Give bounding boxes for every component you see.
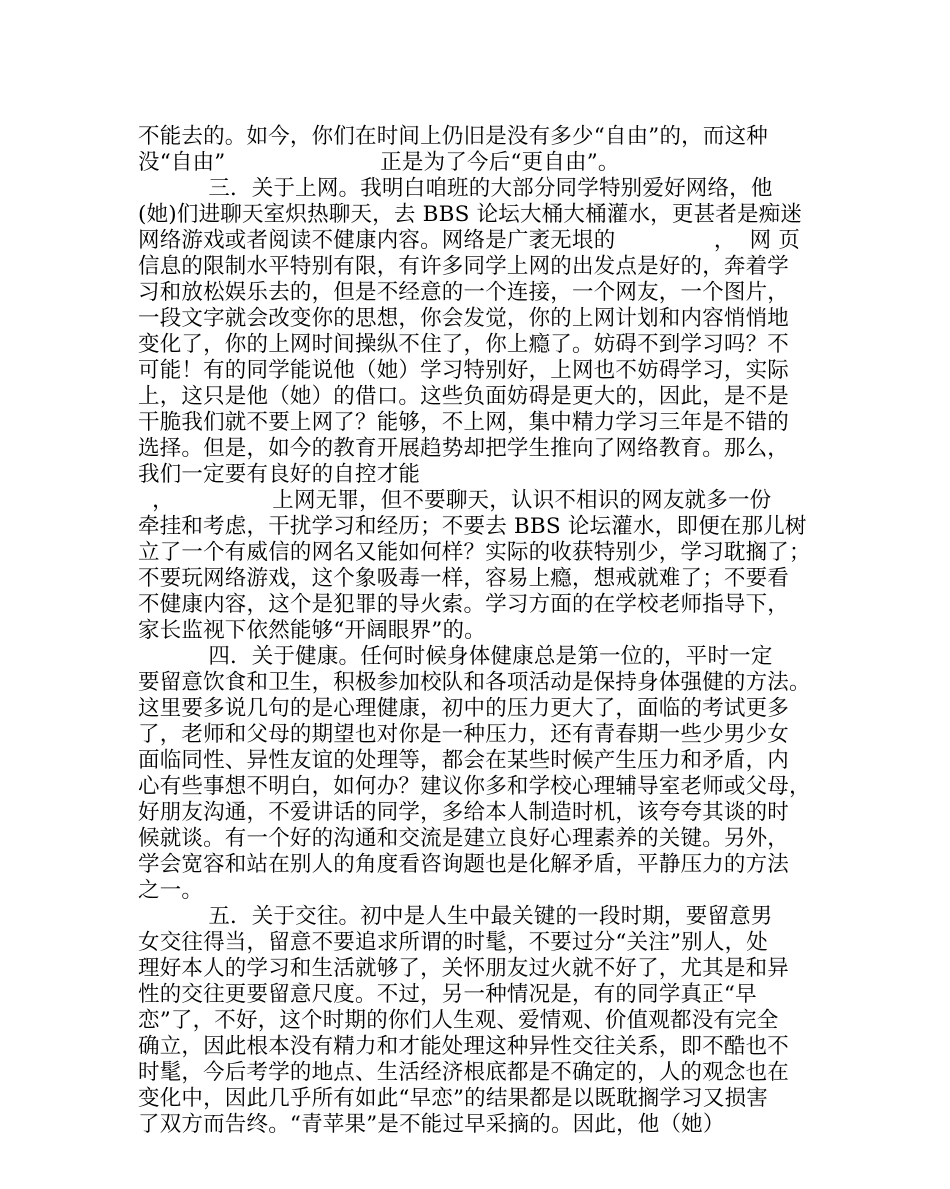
text-line: 好朋友沟通，不爱讲话的同学，多给本人制造时机，该夸夸其谈的时	[138, 800, 790, 825]
text-line: 时髦，今后考学的地点、生活经济根底都是不确定的，人的观念也在	[138, 1060, 790, 1085]
text-line: 不能去的。如今，你们在时间上仍旧是没有多少“自由”的，而这种	[138, 124, 768, 149]
text-line: (她)们进聊天室炽热聊天，去 BBS 论坛大桶大桶灌水，更甚者是痴迷	[138, 202, 803, 227]
text-line: 我们一定要有良好的自控才能	[138, 462, 421, 487]
text-line: 四．关于健康。任何时候身体健康总是第一位的，平时一定	[138, 644, 773, 669]
text-line: 这里要多说几句的是心理健康，初中的压力更大了，面临的考试更多	[138, 696, 790, 721]
text-line: 没“自由” 正是为了今后“更自由”。	[138, 150, 620, 175]
text-line: 候就谈。有一个好的沟通和交流是建立良好心理素养的关键。另外，	[138, 826, 790, 851]
text-line: 不要玩网络游戏，这个象吸毒一样，容易上瘾，想戒就难了；不要看	[138, 566, 790, 591]
text-line: 一段文字就会改变你的思想，你会发觉，你的上网计划和内容悄悄地	[138, 306, 790, 331]
text-line: 信息的限制水平特别有限，有许多同学上网的出发点是好的，奔着学	[138, 254, 790, 279]
text-line: 五．关于交往。初中是人生中最关键的一段时期，要留意男	[138, 904, 773, 929]
text-line: 习和放松娱乐去的，但是不经意的一个连接，一个网友，一个图片，	[138, 280, 790, 305]
text-line: 干脆我们就不要上网了？能够，不上网，集中精力学习三年是不错的	[138, 410, 790, 435]
text-line: 面临同性、异性友谊的处理等，都会在某些时候产生压力和矛盾，内	[138, 748, 790, 773]
text-line: 牵挂和考虑，干扰学习和经历；不要去 BBS 论坛灌水，即便在那儿树	[138, 514, 807, 539]
text-line: 网络游戏或者阅读不健康内容。网络是广袤无垠的 ， 网 页	[138, 228, 801, 253]
text-line: 立了一个有威信的网名又能如何样？实际的收获特别少，学习耽搁了；	[138, 540, 811, 565]
text-line: 性的交往更要留意尺度。不过，另一种情况是，有的同学真正“早	[138, 982, 757, 1007]
text-line: 可能！有的同学能说他（她）学习特别好，上网也不妨碍学习，实际	[138, 358, 790, 383]
text-line: 不健康内容，这个是犯罪的导火索。学习方面的在学校老师指导下，	[138, 592, 790, 617]
text-line: 心有些事想不明白，如何办？建议你多和学校心理辅导室老师或父母，	[138, 774, 811, 799]
text-line: 变化了，你的上网时间操纵不住了，你上瘾了。妨碍不到学习吗？不	[138, 332, 790, 357]
text-line: ， 上网无罪，但不要聊天，认识不相识的网友就多一份	[138, 488, 772, 513]
text-line: 之一。	[138, 878, 204, 903]
text-line: 三．关于上网。我明白咱班的大部分同学特别爱好网络，他	[138, 176, 773, 201]
text-line: 变化中，因此几乎所有如此“早恋”的结果都是以既耽搁学习又损害	[138, 1086, 768, 1111]
text-line: 要留意饮食和卫生，积极参加校队和各项活动是保持身体强健的方法。	[138, 670, 811, 695]
text-line: 了，老师和父母的期望也对你是一种压力，还有青春期一些少男少女	[138, 722, 790, 747]
text-line: 理好本人的学习和生活就够了，关怀朋友过火就不好了，尤其是和异	[138, 956, 790, 981]
text-line: 上，这只是他（她）的借口。这些负面妨碍是更大的，因此，是不是	[138, 384, 790, 409]
text-line: 确立，因此根本没有精力和才能处理这种异性交往关系，即不酷也不	[138, 1034, 790, 1059]
text-line: 学会宽容和站在别人的角度看咨询题也是化解矛盾，平静压力的方法	[138, 852, 790, 877]
text-line: 家长监视下依然能够“开阔眼界”的。	[138, 618, 486, 643]
text-line: 恋”了，不好，这个时期的你们人生观、爱情观、价值观都没有完全	[138, 1008, 779, 1033]
text-line: 了双方而告终。“青苹果”是不能过早采摘的。因此，他（她）	[138, 1112, 725, 1137]
text-line: 选择。但是，如今的教育开展趋势却把学生推向了网络教育。那么，	[138, 436, 790, 461]
text-line: 女交往得当，留意不要追求所谓的时髦，不要过分“关注”别人，处	[138, 930, 768, 955]
